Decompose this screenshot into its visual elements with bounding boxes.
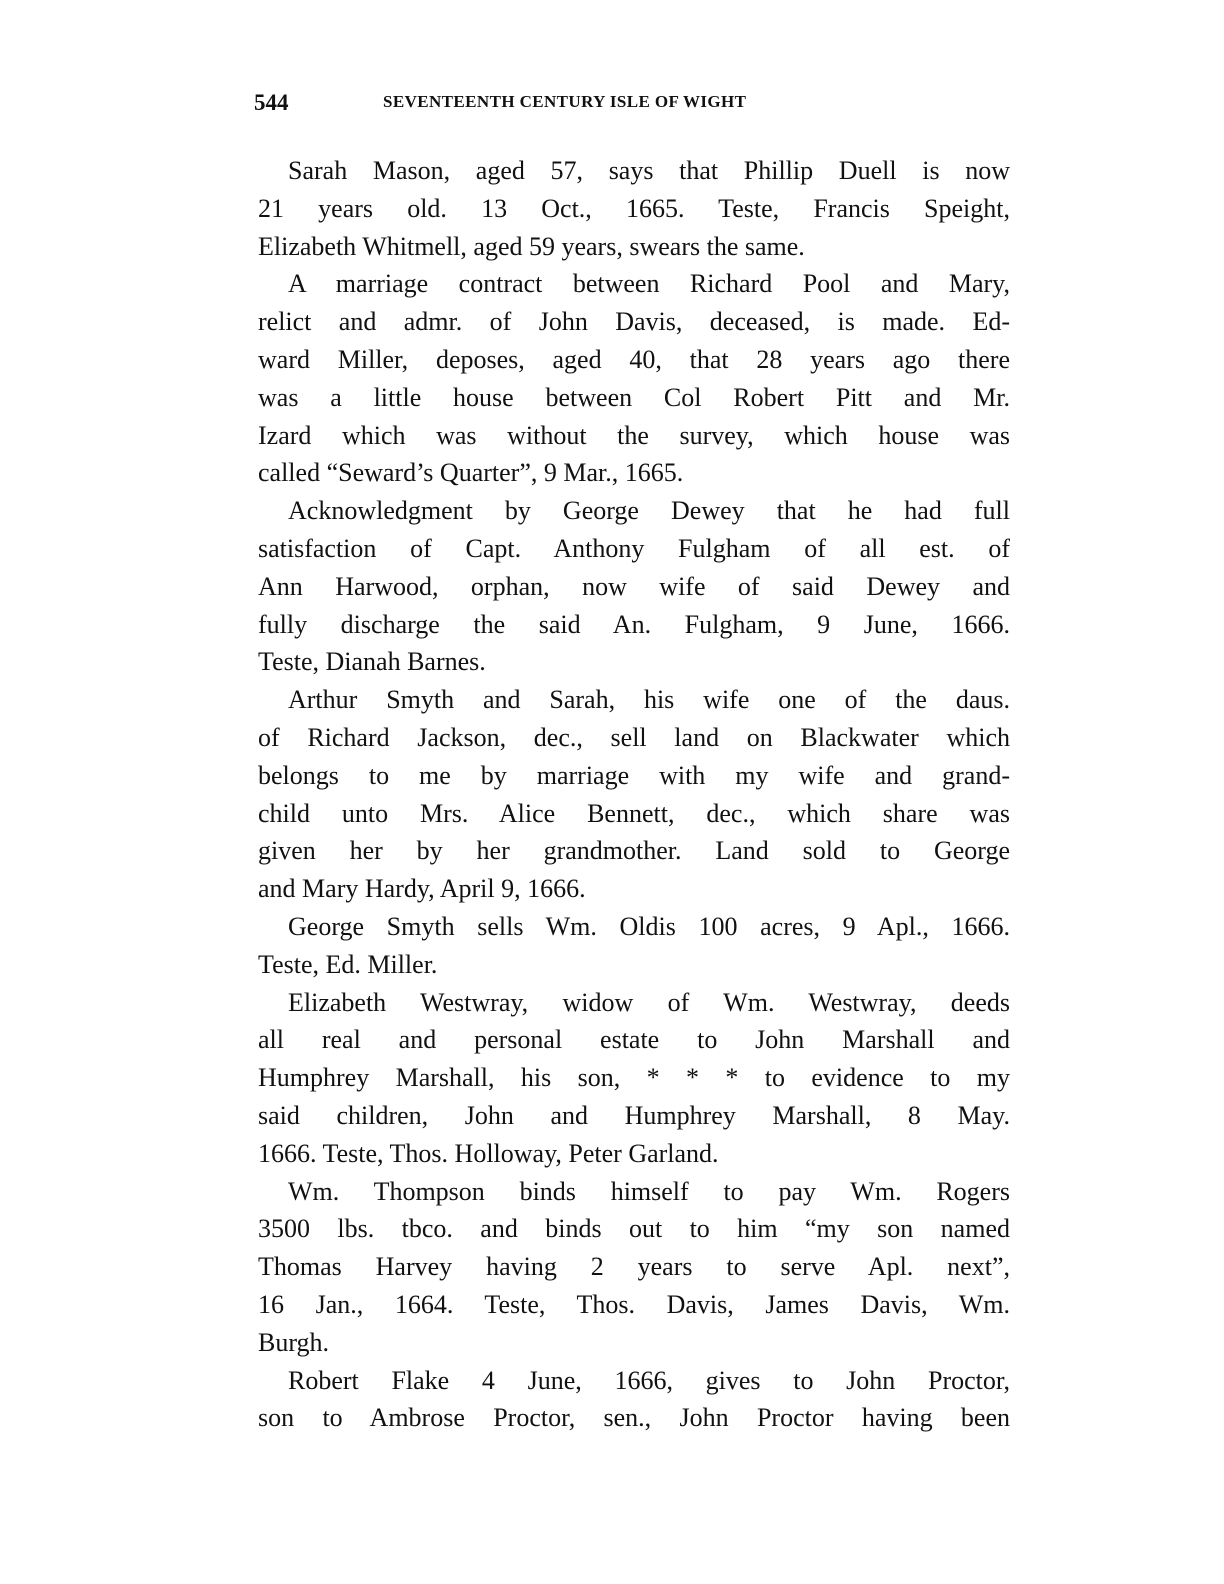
text-line: 21 years old. 13 Oct., 1665. Teste, Francis Speight,: [258, 193, 1010, 223]
text-line: given her by her grandmother. Land sold to George: [258, 836, 1010, 866]
text-line: Burgh.: [258, 1327, 330, 1357]
text-line: Elizabeth Westwray, widow of Wm. Westwray, deeds: [288, 987, 1010, 1017]
text-line: Arthur Smyth and Sarah, his wife one of the daus.: [288, 685, 1010, 715]
text-line: Izard which was without the survey, which house was: [258, 420, 1010, 450]
text-line: Thomas Harvey having 2 years to serve Apl. next”,: [258, 1252, 1010, 1282]
paragraph: [258, 152, 1010, 265]
text-line: said children, John and Humphrey Marshall, 8 May.: [258, 1100, 1010, 1130]
paragraph: [258, 492, 1010, 681]
text-line: called “Seward’s Quarter”, 9 Mar., 1665.: [258, 458, 684, 488]
text-line: A marriage contract between Richard Pool and Mary,: [288, 269, 1010, 299]
text-line: satisfaction of Capt. Anthony Fulgham of all est. of: [258, 533, 1010, 563]
text-line: child unto Mrs. Alice Bennett, dec., which share was: [258, 798, 1010, 828]
text-line: all real and personal estate to John Marshall and: [258, 1025, 1010, 1055]
text-line: was a little house between Col Robert Pitt and Mr.: [258, 382, 1010, 412]
body-text: [258, 152, 1010, 1437]
text-line: George Smyth sells Wm. Oldis 100 acres, 9 Apl., 1666.: [288, 911, 1010, 941]
text-line: Humphrey Marshall, his son, * * * to evidence to my: [258, 1063, 1010, 1093]
running-head: SEVENTEENTH CENTURY ISLE OF WIGHT: [383, 92, 747, 111]
text-line: fully discharge the said An. Fulgham, 9 June, 1666.: [258, 609, 1010, 639]
text-line: Sarah Mason, aged 57, says that Phillip Duell is now: [288, 156, 1010, 185]
text-line: 1666. Teste, Thos. Holloway, Peter Garland.: [258, 1138, 719, 1168]
page-header: [254, 88, 874, 118]
text-line: Teste, Ed. Miller.: [258, 949, 438, 979]
text-line: Wm. Thompson binds himself to pay Wm. Rogers: [288, 1176, 1010, 1206]
text-line: Robert Flake 4 June, 1666, gives to John Proctor,: [288, 1365, 1010, 1395]
text-line: Ann Harwood, orphan, now wife of said Dewey and: [258, 571, 1010, 601]
text-line: 3500 lbs. tbco. and binds out to him “my son named: [258, 1214, 1010, 1244]
text-line: and Mary Hardy, April 9, 1666.: [258, 874, 586, 904]
text-line: Elizabeth Whitmell, aged 59 years, swears the same.: [258, 231, 805, 261]
paragraph: [258, 1173, 1010, 1362]
text-line: of Richard Jackson, dec., sell land on Blackwater which: [258, 722, 1010, 752]
text-line: belongs to me by marriage with my wife and grand-: [258, 760, 1010, 790]
text-line: ward Miller, deposes, aged 40, that 28 years ago there: [258, 344, 1010, 374]
text-line: Teste, Dianah Barnes.: [258, 647, 486, 677]
text-line: Acknowledgment by George Dewey that he had full: [288, 496, 1010, 526]
page-number: 544: [254, 90, 289, 115]
paragraph: [258, 681, 1010, 908]
paragraph: [258, 1362, 1010, 1438]
text-line: 16 Jan., 1664. Teste, Thos. Davis, James Davis, Wm.: [258, 1289, 1010, 1319]
paragraph: [258, 908, 1010, 984]
paragraph: [258, 265, 1010, 492]
text-line: relict and admr. of John Davis, deceased, is made. Ed-: [258, 307, 1010, 337]
text-line: son to Ambrose Proctor, sen., John Proctor having been: [258, 1403, 1010, 1433]
paragraph: [258, 984, 1010, 1173]
